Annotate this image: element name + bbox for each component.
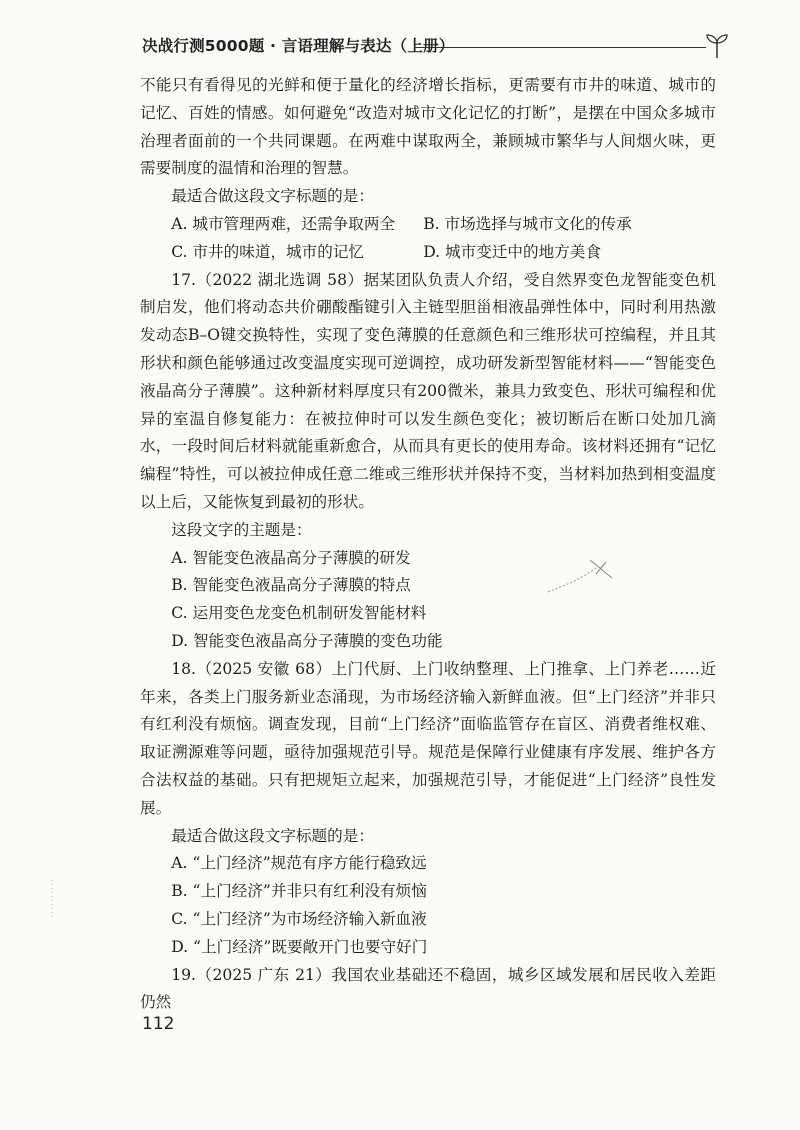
q16-options	[140, 211, 716, 267]
q17-option-c: C. 运用变色龙变色机制研发智能材料	[171, 604, 427, 623]
q17-option-b: B. 智能变色液晶高分子薄膜的特点	[171, 576, 411, 595]
sprout-icon	[702, 30, 732, 60]
header-rule	[414, 47, 706, 48]
q18-option-a: A. “上门经济”规范有序方能行稳致远	[171, 854, 427, 873]
q18-option-d: D. “上门经济”既要敞开门也要守好门	[171, 937, 428, 956]
q17-option-d: D. 智能变色液晶高分子薄膜的变色功能	[171, 631, 443, 650]
page-content	[140, 72, 716, 1017]
book-title: 决战行测5000题 · 言语理解与表达（上册）	[142, 37, 455, 55]
q17-passage: 17.（2022 湖北选调 58）据某团队负责人介绍，受自然界变色龙智能变色机制启发，他们将动态共价硼酸酯键引入主链型胆甾相液晶弹性体中，同时利用热激发动态B–O键交换特性，实现了变色薄膜的任意颜色和三维形状可控编程，并且其形状和颜色能够通过改变温度实现可逆调控，成功研发新型智能材料——“智能变色液晶高分子薄膜”。这种新材料厚度只有200微米，兼具力致变色、形状可编程和优异的室温自修复能力：在被拉伸时可以发生颜色变化；被切断后在断口处加几滴水，一段时间后材料就能重新愈合，从而具有更长的使用寿命。该材料还拥有“记忆编程”特性，可以被拉伸成任意二维或三维形状并保持不变，当材料加热到相变温度以上后，又能恢复到最初的形状。	[140, 270, 716, 511]
q17-question: 这段文字的主题是：	[171, 520, 312, 539]
q18-passage: 18.（2025 安徽 68）上门代厨、上门收纳整理、上门推拿、上门养老……近年来，各类上门服务新业态涌现，为市场经济输入新鲜血液。但“上门经济”并非只有红利没有烦恼。调查发现，目前“上门经济”面临监管存在盲区、消费者维权难、取证溯源难等问题，亟待加强规范引导。规范是保障行业健康有序发展、维护各方合法权益的基础。只有把规矩立起来，加强规范引导，才能促进“上门经济”良性发展。	[140, 659, 716, 817]
q18-option-c: C. “上门经济”为市场经济输入新血液	[171, 909, 427, 928]
q16-option-d: D. 城市变迁中的地方美食	[423, 242, 601, 261]
page-number: 112	[142, 1014, 175, 1034]
running-header	[142, 30, 732, 60]
q16-passage: 不能只有看得见的光鲜和便于量化的经济增长指标，更需要有市井的味道、城市的记忆、百姓的情感。如何避免“改造对城市文化记忆的打断”，是摆在中国众多城市治理者面前的一个共同课题。在两难中谋取两全，兼顾城市繁华与人间烟火味，更需要制度的温情和治理的智慧。	[140, 76, 716, 178]
q16-question: 最适合做这段文字标题的是：	[171, 187, 374, 206]
q17-option-a: A. 智能变色液晶高分子薄膜的研发	[171, 548, 411, 567]
q16-option-b: B. 市场选择与城市文化的传承	[423, 214, 632, 233]
q19-passage: 19.（2025 广东 21）我国农业基础还不稳固，城乡区域发展和居民收入差距仍然	[140, 965, 716, 1012]
q16-option-a: A. 城市管理两难，还需争取两全	[171, 214, 396, 233]
q16-option-c: C. 市井的味道，城市的记忆	[171, 242, 365, 261]
q18-question: 最适合做这段文字标题的是：	[171, 826, 374, 845]
q18-option-b: B. “上门经济”并非只有红利没有烦恼	[171, 882, 427, 901]
